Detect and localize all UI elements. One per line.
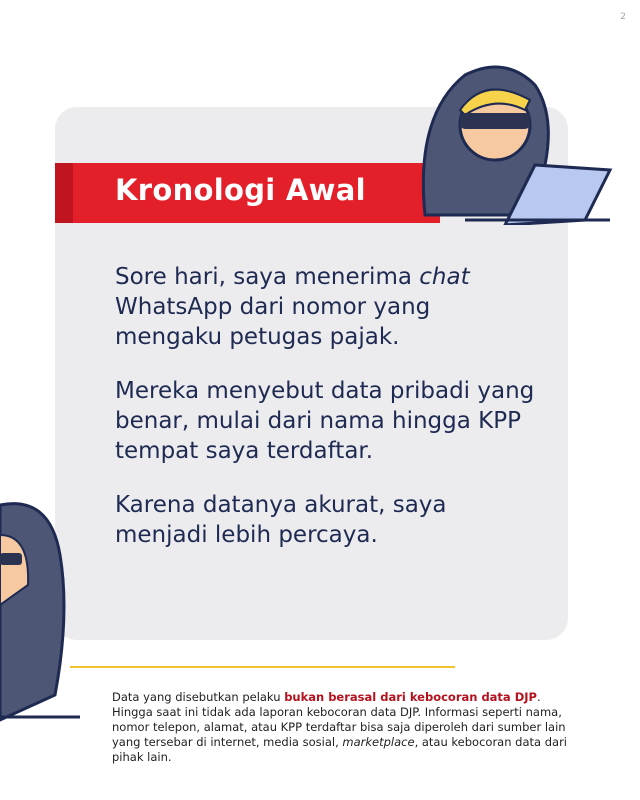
hacker-illustration-left-icon: [0, 495, 85, 725]
paragraph-3: Karena datanya akurat, saya menjadi lebih percaya.: [115, 492, 447, 548]
page-title: Kronologi Awal: [115, 173, 366, 207]
hacker-illustration-icon: [405, 55, 615, 225]
paragraph-2: Mereka menyebut data pribadi yang benar, mulai dari nama hingga KPP tempat saya terdaftar.: [115, 378, 535, 464]
disclaimer-note: Data yang disebutkan pelaku bukan berasal dari kebocoran data DJP. Hingga saat ini tidak ada laporan kebocoran data DJP. Informasi seperti nama, nomor telepon, alamat, atau KPP terdaftar bisa saja diperoleh dari sumber lain yang tersebar di internet, media sosial, marketplace, atau kebocoran data dari pihak lain.: [112, 690, 567, 764]
page-number: 2: [620, 12, 626, 22]
chronology-text: [115, 262, 535, 574]
paragraph-1: Sore hari, saya menerima chat WhatsApp dari nomor yang mengaku petugas pajak.: [115, 264, 470, 350]
divider-line: [70, 666, 455, 668]
